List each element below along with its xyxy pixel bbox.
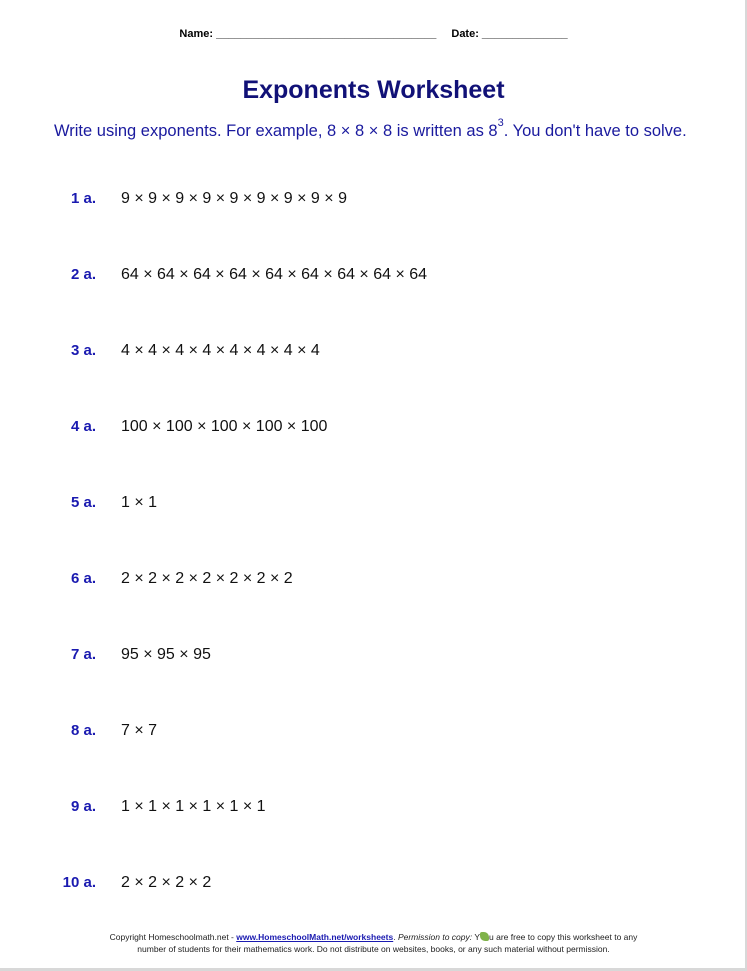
name-date-header	[0, 28, 747, 40]
problem-expression: 2 × 2 × 2 × 2	[121, 874, 212, 891]
footer-copyright: Copyright Homeschoolmath.net -	[109, 932, 237, 942]
footer-permission: Permission to copy:	[397, 932, 473, 942]
footer-line-1: Copyright Homeschoolmath.net - www.HomeschoolMath.net/worksheets. Permission to copy: Y u are free to copy this worksheet to any	[109, 932, 638, 942]
name-field-label: Name: ____________________________________	[179, 28, 437, 40]
problem-number: 6 a.	[70, 570, 96, 587]
problem-number: 10 a.	[62, 874, 96, 891]
footer-link[interactable]: www.HomeschoolMath.net/worksheets	[236, 932, 394, 942]
instructions-text-after: . You don't have to solve.	[503, 122, 687, 140]
problem-row	[0, 266, 747, 290]
example-exponent: 3	[497, 116, 504, 129]
problem-row	[0, 874, 747, 898]
problem-expression: 100 × 100 × 100 × 100 × 100	[121, 418, 328, 435]
problem-row	[0, 190, 747, 214]
problem-number: 5 a.	[70, 494, 96, 511]
problem-row	[0, 418, 747, 442]
date-field-label: Date: ______________	[451, 28, 568, 40]
problem-number: 2 a.	[70, 266, 96, 283]
footer-text-1b: u are free to copy this worksheet to any	[489, 932, 638, 942]
problem-expression: 2 × 2 × 2 × 2 × 2 × 2 × 2	[121, 570, 293, 587]
problem-number: 4 a.	[70, 418, 96, 435]
instructions	[54, 116, 694, 142]
leaf-icon	[480, 932, 489, 941]
footer	[0, 931, 747, 955]
problem-row	[0, 494, 747, 518]
problem-expression: 7 × 7	[121, 722, 158, 739]
problem-expression: 95 × 95 × 95	[121, 646, 211, 663]
problem-number: 8 a.	[70, 722, 96, 739]
problem-row	[0, 646, 747, 670]
problem-expression: 9 × 9 × 9 × 9 × 9 × 9 × 9 × 9 × 9	[121, 190, 347, 207]
footer-line-2: number of students for their mathematics work. Do not distribute on websites, books, or any such material without permission.	[137, 944, 610, 954]
problem-row	[0, 798, 747, 822]
page-title: Exponents Worksheet	[242, 76, 505, 104]
footer-text-1a: Y	[472, 932, 481, 942]
problem-expression: 1 × 1	[121, 494, 158, 511]
problem-number: 7 a.	[70, 646, 96, 663]
problem-row	[0, 570, 747, 594]
problem-expression: 64 × 64 × 64 × 64 × 64 × 64 × 64 × 64 × 64	[121, 266, 428, 283]
problem-row	[0, 722, 747, 746]
problem-expression: 4 × 4 × 4 × 4 × 4 × 4 × 4 × 4	[121, 342, 320, 359]
problem-expression: 1 × 1 × 1 × 1 × 1 × 1	[121, 798, 266, 815]
problem-row	[0, 342, 747, 366]
problem-number: 1 a.	[70, 190, 96, 207]
problem-number: 3 a.	[70, 342, 96, 359]
instructions-text-before: Write using exponents. For example, 8 × 8 × 8 is written as 8	[54, 122, 498, 140]
problem-number: 9 a.	[70, 798, 96, 815]
